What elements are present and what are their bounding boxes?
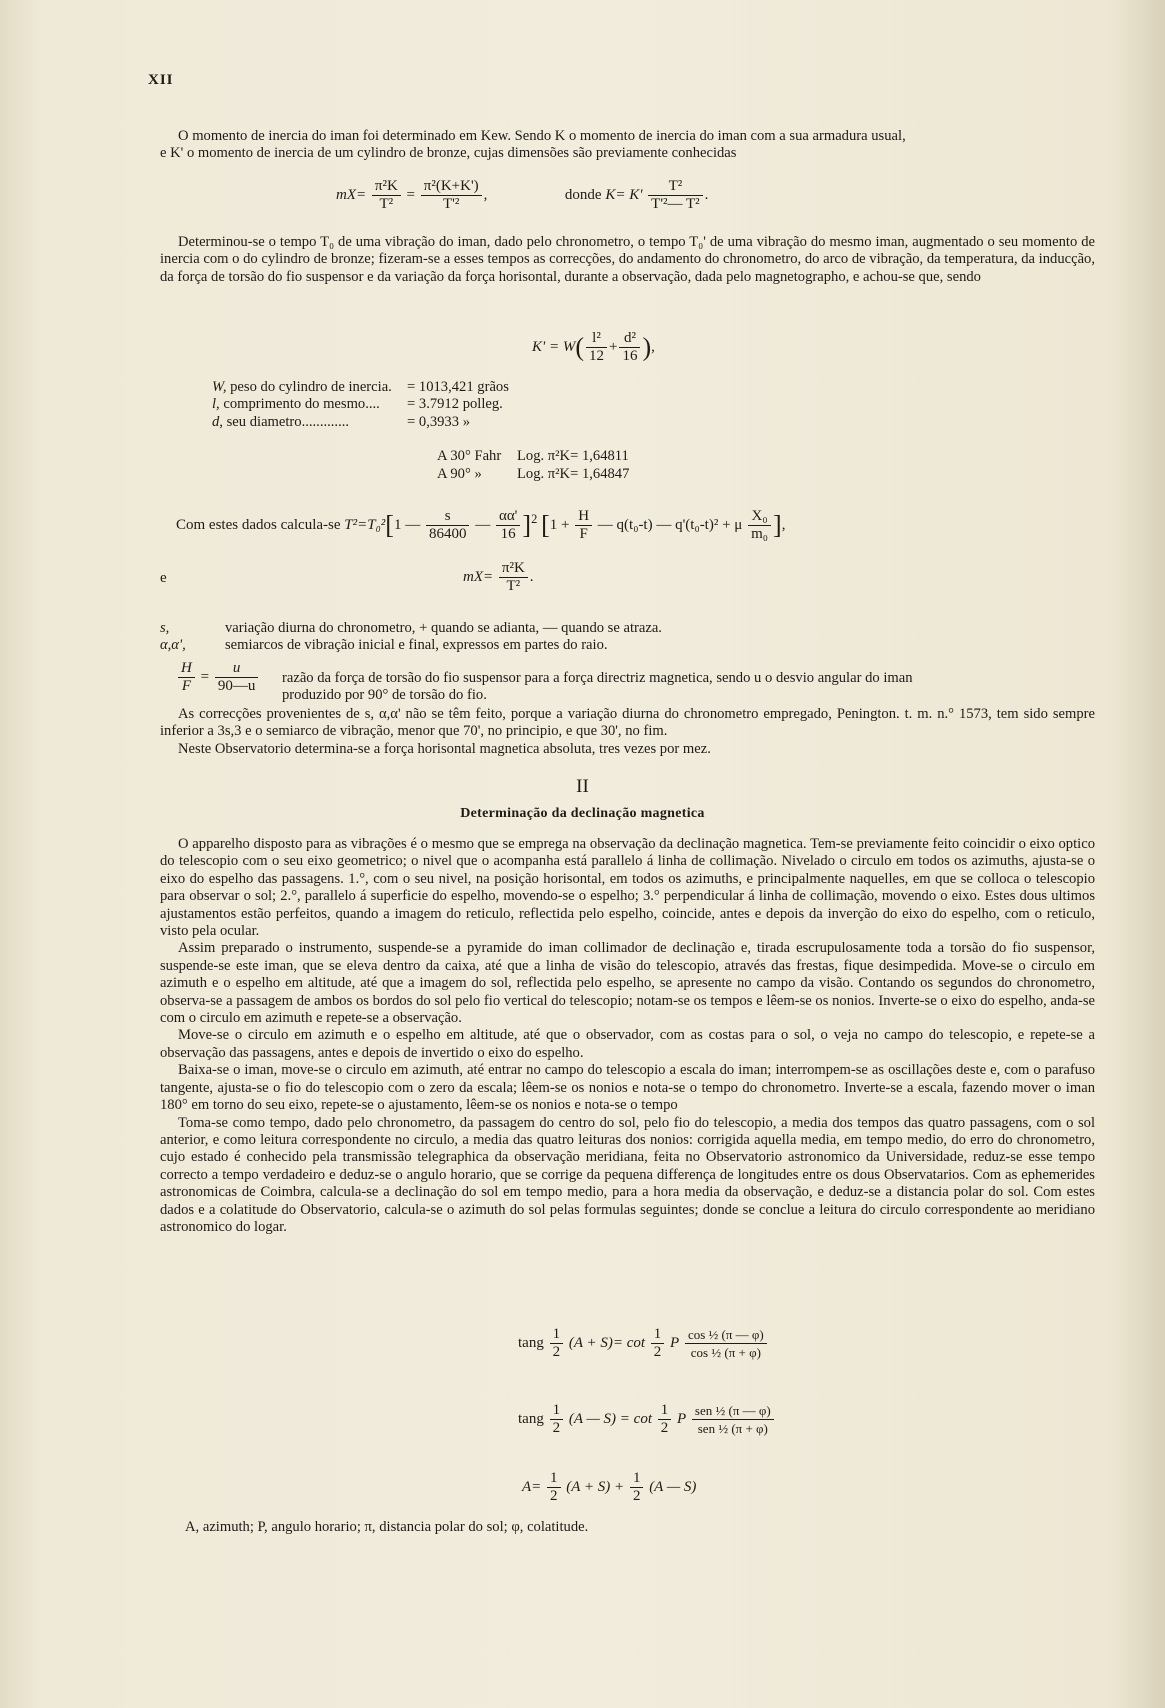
equation-h-over-f: $\frac{H}{F}$ = $\frac{u}{90—u}$ xyxy=(176,660,260,695)
list-item: α,α', semiarcos de vibração inicial e final, expressos em partes do raio. xyxy=(160,637,608,654)
symbol-legend: A, azimuth; P, angulo horario; π, distancia polar do sol; φ, colatitude. xyxy=(185,1519,589,1535)
equation-tang-diff: tang $\frac{1}{2}$ (A — S) = cot $\frac{1}{2}$ P $\frac{\text{sen ½ (π — φ)}}{\text{sen ½ (π + φ)}}$ xyxy=(518,1402,776,1437)
equation-mx-kew: mX= $\frac{\text{π²K}}{\text{T²}}$ = $\frac{\text{π²(K+K')}}{\text{T'²}}$ , donde K= K' $\frac{\text{T²}}{\text{T'²— T²}}$ . xyxy=(336,178,709,212)
paragraph: Assim preparado o instrumento, suspende-se a pyramide do iman collimador de declinação e, tirada escrupulosamente toda a torsão do fio suspensor, suspende-se este iman, que se eleva dentro da caixa, até que a linha de visão do telescopio, através das frestas, fique desimpedida. Move-se o circulo em azimuth e o espelho em altitude, até que a imagem do sol, reflectida pelo espelho, se apresente no campo da visão. Contando os segundos do chronometro, observa-se a passagem de ambos os bordos do sol pelo fio vertical do telescopio; notam-se os tempos e lêem-se os nonios. Inverte-se o eixo do espelho, anda-se com o circulo em azimuth e repete-se a observação. xyxy=(160,940,1095,1027)
section-title: Determinação da declinação magnetica xyxy=(460,806,705,821)
equation-t-squared: Com estes dados calcula-se T²=T₀²[1 — $\frac{s}{86400}$ — $\frac{\alpha\alpha'}{16}$ ]$^2$ [1 + $\frac{H}{F}$ — q(t₀-t) — q'(t₀-t)² + μ $\frac{\text{X₀}}{\text{m₀}}$ ], xyxy=(176,508,786,542)
h-over-f-description: razão da força de torsão do fio suspensor para a força directriz magnetica, sendo u o desvio angular do iman produzido por 90° de torsão do fio. xyxy=(282,670,913,704)
paragraph: Baixa-se o iman, move-se o circulo em azimuth, até entrar no campo do telescopio a escala do iman; interrompem-se as oscillações deste e, com o parafuso tangente, ajusta-se o fio do telescopio com o zero da escala; lêem-se os nonios e nota-se o tempo do chronometro. Inverte-se a escala, fazendo mover o iman 180° em torno do seu eixo, repete-se o ajustamento, lêem-se os nonios e nota-se o tempo xyxy=(160,1062,1095,1114)
equation-k-prime: K' = W( $\frac{\text{l²}}{12}$ + $\frac{\text{d²}}{16}$ ), xyxy=(532,330,655,364)
paragraph-tempo: Determinou-se o tempo T₀ de uma vibração do iman, dado pelo chronometro, o tempo T₀' de uma vibração do mesmo iman, augmentado o seu momento de inercia com o do cylindro de bronze; fizeram-se a esses tempos as correcções, do andamento do chronometro, do arco de vibração, da temperatura, da inducção, da força de torsão do fio suspensor e da variação da força horisontal, durante a observação, dada pelo magnetographo, e achou-se que, sendo xyxy=(160,234,1095,285)
section-number: II xyxy=(576,776,589,797)
equation-azimuth: A= $\frac{1}{2}$ (A + S) + $\frac{1}{2}$ (A — S) xyxy=(522,1470,697,1504)
list-item: s, variação diurna do chronometro, + quando se adianta, — quando se atraza. xyxy=(160,620,662,636)
intro-line-1: O momento de inercia do iman foi determinado em Kew. Sendo K o momento de inercia do iman com a sua armadura usual, xyxy=(178,128,906,144)
equation-tang-sum: tang $\frac{1}{2}$ (A + S)= cot $\frac{1}{2}$ P $\frac{\text{cos ½ (π — φ)}}{\text{cos ½ (π + φ)}}$ xyxy=(518,1326,769,1361)
paragraph: Move-se o circulo em azimuth e o espelho em altitude, até que o observador, com as costas para o sol, o veja no campo do telescopio, e repete-se a observação das passagens, antes e depois de invertido o eixo do espelho. xyxy=(160,1027,1095,1061)
equation-mx: e mX= $\frac{\text{π²K}}{\text{T²}}$ . xyxy=(160,560,534,594)
intro-paragraph xyxy=(160,128,1095,163)
paragraph-correccoes: As correcções provenientes de s, α,α' não se têm feito, porque a variação diurna do chronometro empregado, Penington. t. m. n.° 1573, tem sido sempre inferior a 3s,3 e o semiarco de vibração, menor que 70', no principio, e que 30', no fim. Neste Observatorio determina-se a força horisontal magnetica absoluta, tres vezes por mez. xyxy=(160,706,1095,757)
section-2-body xyxy=(160,836,1095,1236)
intro-line-2: e K' o momento de inercia de um cylindro de bronze, cujas dimensões são previamente conhecidas xyxy=(160,145,737,162)
paragraph: Toma-se como tempo, dado pelo chronometro, da passagem do centro do sol, pelo fio do telescopio, a media dos tempos das quatro passagens, com o sol anterior, e como leitura correspondente no circulo, a media das quatro leituras dos nonios: corrigida aquella media, em tempo medio, do erro do chronometro, cujo estado é conhecido pela transmissão telegraphica da observação meridiana, feita no Observatorio astronomico da Universidade, reduz-se esse tempo correcto a tempo verdadeiro e deduz-se o angulo horario, que se corrige da pequena differença de longitudes entre os dous Observatarios. Com as ephemerides astronomicas de Coimbra, calcula-se a declinação do sol em tempo medio, para a hora media da observação, e deduz-se a distancia polar do sol. Com estes dados e a colatitude do Observatorio, calcula-se o azimuth do sol pelas formulas seguintes; donde se conclue a leitura do circulo correspondente ao meridiano astronomico do logar. xyxy=(160,1114,1095,1235)
page-number: XII xyxy=(148,72,174,88)
document-page: XII O momento de inercia do iman foi determinado em Kew. Sendo K o momento de inercia do iman com a sua armadura usual, e K' o momento de inercia de um cylindro de bronze, cujas dimensões são previamente conhecidas mX= $\frac{\text{π²K}}{\text{T²}}$ = $\frac{\text{π²(K+K')}}{\text{T'²}}$ , donde K= K' $\frac{\text{T²}}{\text{T'²— T²}}$ . Determinou-se o tempo T₀ de uma vibração do iman, dado pelo chronometro, o tempo T₀' de uma vibração do mesmo iman, augmentado o seu momento de inercia com o do cylindro de bronze; fizeram-se a esses tempos as correcções, do andamento do chronometro, do arco de vibração, da temperatura, da inducção, da força de torsão do fio suspensor e da variação da força horisontal, durante a observação, dada pelo magnetographo, e achou-se que, sendo K' = W( $\frac{\text{l²}}{12}$ + $\frac{\text{d²}}{16}$ ), W, peso do cylindro de inercia. = 1013,421 grãos l, comprimento do mesmo.... = 3.7912 polleg. d, seu diametro............. = 0,3933 » A 30° Fahr Log. π²K= 1,64811 A 90° » Log. π²K= 1,64847 Com estes dados calcula-se T²=T₀²[1 — $\frac{s}{86400}$ — $\frac{\alpha\alpha'}{16}$ ]$^2$ [1 + $\frac{H}{F}$ — q(t₀-t) — q'(t₀-t)² + μ $\frac{\text{X₀}}{\text{m₀}}$ ], e mX= $\frac{\text{π²K}}{\text{T²}}$ . s, variação diurna do chronometro, + quando se adianta, — quando se atraza. α,α', semiarcos de vibração inicial e final, expressos em partes do raio. $\frac{H}{F}$ = $\frac{u}{90—u}$ razão da força de torsão do fio suspensor para a força directriz magnetica, sendo u o desvio angular do iman produzido por 90° de torsão do fio. As correcções provenientes de s, α,α' não se têm feito, porque a variação diurna do chronometro empregado, Penington. t. m. n.° 1573, tem sido sempre inferior a 3s,3 e o semiarco de vibração, menor que 70', no principio, e que 30', no fim. Neste Observatorio determina-se a força horisontal magnetica absoluta, tres vezes por mez. II Determinação da declinação magnetica O apparelho disposto para as vibrações é o mesmo que se emprega na observação da declinação magnetica. Tem-se previamente feito coincidir o eixo optico do telescopio com o seu eixo geometrico; o nivel que o acompanha está parallelo á linha de collimação. Nivelado o circulo em todos os azimuths, ajusta-se o eixo do espelho das passagens. 1.°, com o seu nivel, na posição horisontal, em todos os azimuths, e principalmente naquelles, em que se colloca o telescopio para observar o sol; 2.°, parallelo á superficie do espelho, movendo-se o espelho; 3.° perpendicular á linha de collimação, movendo o eixo. Estes dous ultimos ajustamentos estão perfeitos, quando a imagem do reticulo, reflectida pelo espelho, coincide, antes e depois da inverção do eixo do espelho, com o reticulo, visto pela ocular. Assim preparado o instrumento, suspende-se a pyramide do iman collimador de declinação e, tirada escrupulosamente toda a torsão do fio suspensor, suspende-se este iman, que se eleva dentro da caixa, até que a linha de visão do telescopio, através das frestas, fique desimpedida. Move-se o circulo em azimuth e o espelho em altitude, até que a imagem do sol, reflectida pelo espelho, se apresente no campo da visão. Contando os segundos do chronometro, observa-se a passagem de ambos os bordos do sol pelo fio vertical do telescopio; notam-se os tempos e lêem-se os nonios. Inverte-se o eixo do espelho, anda-se com o circulo em azimuth e repete-se a observação. Move-se o circulo em azimuth e o espelho em altitude, até que o observador, com as costas para o sol, o veja no campo do telescopio, e repete-se a observação das passagens, antes e depois de invertido o eixo do espelho. Baixa-se o iman, move-se o circulo em azimuth, até entrar no campo do telescopio a escala do iman; interrompem-se as oscillações deste e, com o parafuso tangente, ajusta-se o fio do telescopio com o zero da escala; lêem-se os nonios e nota-se o tempo do chronometro. Inverte-se a escala, fazendo mover o iman 180° em torno do seu eixo, repete-se o ajustamento, lêem-se os nonios e nota-se o tempo Toma-se como tempo, dado pelo chronometro, da passagem do centro do sol, pelo fio do telescopio, a media dos tempos das quatro passagens, com o sol anterior, e como leitura correspondente no circulo, a media das quatro leituras dos nonios: corrigida aquella media, em tempo medio, do erro do chronometro, cujo estado é conhecido pela transmissão telegraphica da observação meridiana, feita no Observatorio astronomico da Universidade, reduz-se esse tempo correcto a tempo verdadeiro e deduz-se o angulo horario, que se corrige da pequena differença de longitudes entre os dous Observatarios. Com as ephemerides astronomicas de Coimbra, calcula-se a declinação do sol em tempo medio, para a hora media da observação, e deduz-se a distancia polar do sol. Com estes dados e a colatitude do Observatorio, calcula-se o azimuth do sol pelas formulas seguintes; donde se conclue a leitura do circulo correspondente ao meridiano astronomico do logar. tang $\frac{1}{2}$ (A + S)= cot $\frac{1}{2}$ P $\frac{\text{cos ½ (π — φ)}}{\text{cos ½ (π + φ)}}$ tang $\frac{1}{2}$ (A — S) = cot $\frac{1}{2}$ P $\frac{\text{sen ½ (π — φ)}}{\text{sen ½ (π + φ)}}$ A= $\frac{1}{2}$ (A + S) + $\frac{1}{2}$ (A — S) A, azimuth; P, angulo horario; π, distancia polar do sol; φ, colatitude. xyxy=(0,0,1165,1708)
symbol-notes xyxy=(160,620,1095,655)
paragraph: O apparelho disposto para as vibrações é o mesmo que se emprega na observação da declinação magnetica. Tem-se previamente feito coincidir o eixo optico do telescopio com o seu eixo geometrico; o nivel que o acompanha está parallelo á linha de collimação. Nivelado o circulo em todos os azimuths, ajusta-se o eixo do espelho das passagens. 1.°, com o seu nivel, na posição horisontal, em todos os azimuths, e principalmente naquelles, em que se colloca o telescopio para observar o sol; 2.°, parallelo á superficie do espelho, movendo-se o espelho; 3.° perpendicular á linha de collimação, movendo o eixo. Estes dous ultimos ajustamentos estão perfeitos, quando a imagem do reticulo, reflectida pelo espelho, coincide, antes e depois da inverção do eixo do espelho, com o reticulo, visto pela ocular. xyxy=(160,836,1095,940)
